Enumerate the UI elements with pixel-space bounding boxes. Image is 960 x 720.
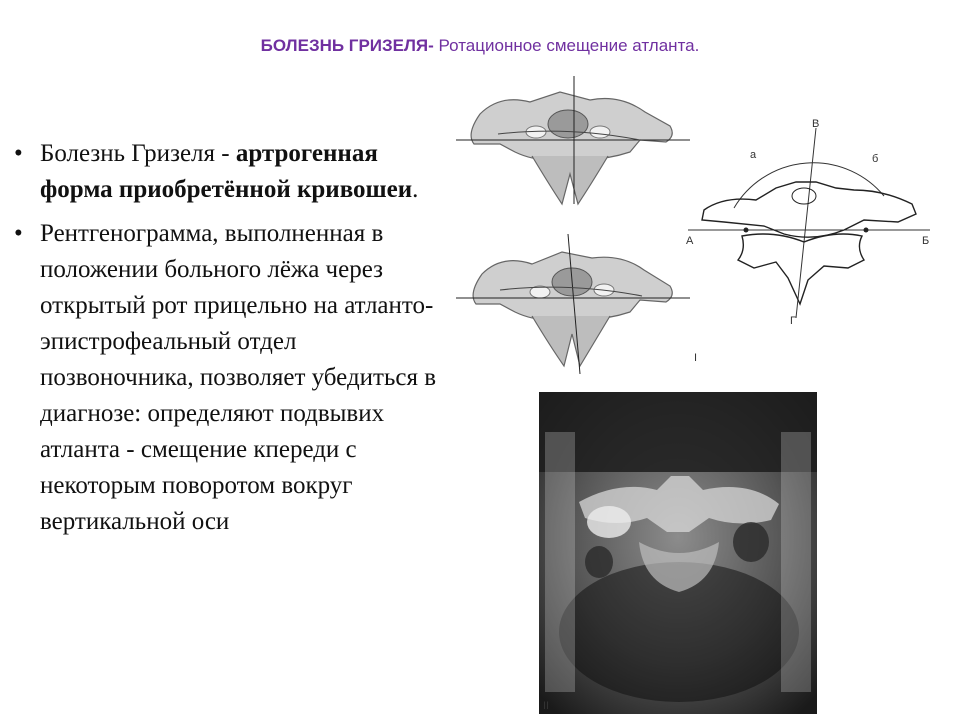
title-bold: БОЛЕЗНЬ ГРИЗЕЛЯ-	[260, 36, 434, 55]
bullet-text-bold: артрогенная форма приобретённой кривошеи	[40, 140, 413, 203]
slide-title	[0, 36, 960, 56]
bullet-item	[14, 216, 454, 540]
diagram-label-arc-left: а	[750, 149, 757, 161]
bullet-text-end: .	[412, 176, 419, 203]
figure-mark-xray: II	[543, 700, 550, 712]
diagram-label-bottom: Г	[790, 315, 796, 327]
atlas-vertebra-illustration	[440, 74, 702, 384]
diagram-label-top: В	[812, 118, 820, 130]
bullet-dot: •	[14, 220, 23, 247]
title-rest: Ротационное смещение атланта.	[433, 36, 700, 55]
xray-image	[539, 392, 817, 714]
figure-mark-vertebra: I	[694, 352, 698, 364]
diagram-label-arc-right: б	[872, 153, 879, 165]
bullet-list	[14, 136, 454, 548]
diagram-label-left: А	[686, 235, 694, 247]
atlas-axis-diagram	[684, 118, 936, 328]
bullet-text: Рентгенограмма, выполненная в положении больного лёжа через открытый рот прицельно на атланто-эпистрофеальный отдел позвоночника, позволяет убедиться в диагнозе: определяют подвывих атланта - смещение кпереди с некоторым поворотом вокруг вертикальной оси	[40, 220, 437, 535]
bullet-text: Болезнь Гризеля -	[40, 140, 236, 167]
bullet-item	[14, 136, 454, 208]
diagram-label-right: Б	[922, 235, 930, 247]
bullet-dot: •	[14, 140, 23, 167]
